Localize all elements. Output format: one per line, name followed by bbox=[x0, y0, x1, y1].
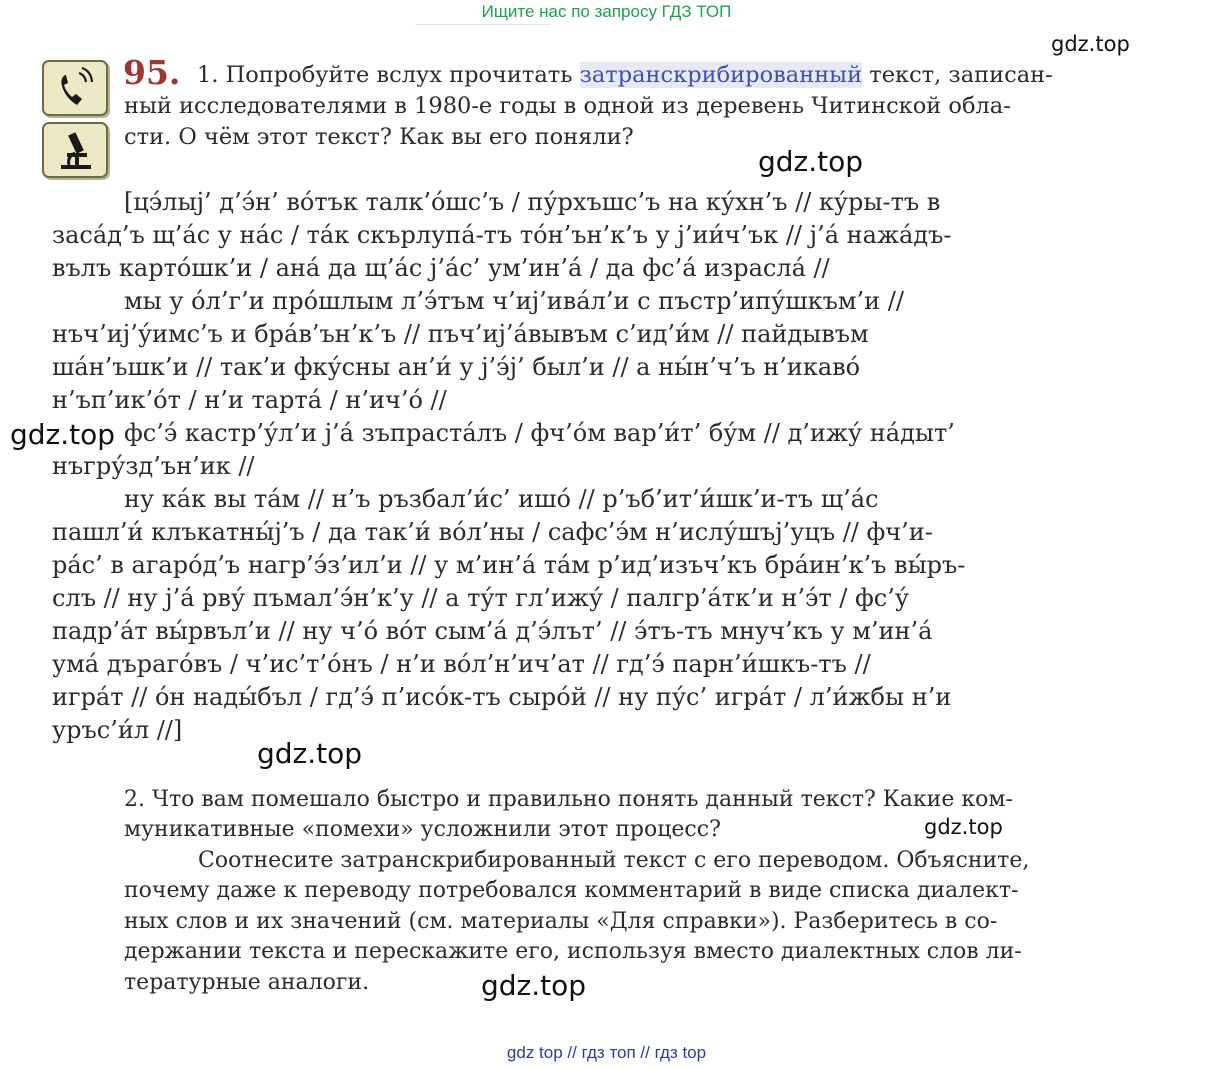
transcription-line: уръс’и́л //] bbox=[52, 716, 183, 744]
highlighted-term[interactable]: затранскрибированный bbox=[579, 62, 863, 88]
transcription-line: игра́т // о́н нады́бъл / гд’э́ п’исо́к-тъ сыро́й // ну пу́с’ игра́т / л’и́жбы н’и bbox=[52, 683, 952, 711]
transcription-line: н’ъп’ик’о́т / н’и тарта́ / н’ич’о́ // bbox=[52, 386, 447, 414]
phone-icon bbox=[42, 60, 108, 116]
watermark: gdz.top bbox=[257, 737, 363, 770]
transcription-line: нъч’иj’у́имс’ъ и бра́в’ън’к’ъ // пъч’иj’а́вывъм с’ид’и́м // пайдывъм bbox=[52, 320, 869, 348]
transcription-line: [цэ́лыj’ д’э́н’ во́тък талк’о́шс’ъ / пу́рхъшс’ъ на ку́хн’ъ // ку́ры-тъ в bbox=[124, 188, 941, 216]
exercise-number: 95. bbox=[123, 53, 181, 92]
task2-line: 2. Что вам помешало быстро и правильно понять данный текст? Какие ком- bbox=[124, 787, 1013, 812]
transcription-line: ра́с’ в агаро́д’ъ нагр’э́з’ил’и // у м’ин’а́ та́м р’ид’изъч’къ бра́ин’к’ъ вы́ръ- bbox=[52, 551, 966, 579]
task2-line: Соотнесите затранскрибированный текст с его переводом. Объясните, bbox=[198, 848, 1030, 873]
watermark: gdz.top bbox=[481, 969, 587, 1002]
transcription-line: ну ка́к вы та́м // н’ъ ръзбал’и́с’ ишо́ // р’ъб’ит’и́шк’и-тъ щ’а́с bbox=[124, 485, 879, 513]
transcription-line: пашл’и́ клъкатны́j’ъ / да так’и́ во́л’ны / сафс’э́м н’ислу́шъj’уцъ // фч’и- bbox=[52, 518, 933, 546]
task1-line-2: ный исследователями в 1980-е годы в одной из деревень Читинской обла- bbox=[124, 93, 1011, 119]
task2-line: держании текста и перескажите его, используя вместо диалектных слов ли- bbox=[124, 939, 1022, 964]
watermark: gdz.top bbox=[1051, 32, 1130, 56]
transcription-line: фс’э́ кастр’у́л’и j’а́ зъпраста́лъ / фч’о́м вар’и́т’ бу́м // д’ижу́ на́дыт’ bbox=[124, 419, 955, 447]
task2-line: муникативные «помехи» усложнили этот процесс? bbox=[124, 817, 721, 842]
task1-line-1: 1. Попробуйте вслух прочитать затранскрибированный текст, записан- bbox=[197, 62, 1053, 88]
top-banner: Ищите нас по запросу ГДЗ ТОП bbox=[481, 2, 732, 21]
transcription-line: слъ // ну j’а́ рву́ пъмал’э́н’к’у // а ту́т гл’ижу́ / палгр’а́тк’и н’э́т / фс’у́ bbox=[52, 584, 909, 612]
transcription-line: нъгру́зд’ън’ик // bbox=[52, 452, 255, 480]
task2-line: тературные аналоги. bbox=[124, 970, 370, 995]
transcription-line: падр’а́т вы́рвъл’и // ну ч’о́ во́т сым’а́ д’э́лът’ // э́тъ-тъ мнуч’къ у м’ин’а́ bbox=[52, 617, 933, 645]
task2-line: почему даже к переводу потребовался комментарий в виде списка диалект- bbox=[124, 878, 1019, 903]
transcription-line: ума́ дърагóвъ / ч’ис’т’о́нъ / н’и во́л’н’ич’ат // гд’э́ парн’и́шкъ-тъ // bbox=[52, 650, 871, 678]
watermark: gdz.top bbox=[10, 418, 116, 451]
task2-line: ных слов и их значений (см. материалы «Для справки»). Разберитесь в со- bbox=[124, 909, 998, 934]
footer-links: gdz top // гдз топ // гдз top bbox=[506, 1043, 707, 1062]
microscope-icon bbox=[42, 122, 108, 178]
task1-line-3: сти. О чём этот текст? Как вы его поняли? bbox=[124, 124, 634, 150]
transcription-line: ша́н’ъшк’и // так’и фку́сны ан’и́ у j’э́j’ был’и // а ны́н’ч’ъ н’икаво́ bbox=[52, 353, 861, 381]
transcription-line: вълъ карто́шк’и / ана́ да щ’а́с j’а́с’ ум’ин’а́ / да фс’а́ израсла́ // bbox=[52, 254, 830, 282]
banner-divider bbox=[415, 24, 550, 25]
watermark: gdz.top bbox=[924, 815, 1003, 839]
transcription-line: мы у о́л’г’и про́шлым л’э́тъм ч’иj’ива́л’и с пъстр’ипу́шкъм’и // bbox=[124, 287, 904, 315]
watermark: gdz.top bbox=[758, 145, 864, 178]
transcription-line: заса́д’ъ щ’а́с у на́с / та́к скърлупа́-тъ то́н’ън’к’ъ у j’ии́ч’ък // j’а́ нажа́дъ- bbox=[52, 221, 952, 249]
